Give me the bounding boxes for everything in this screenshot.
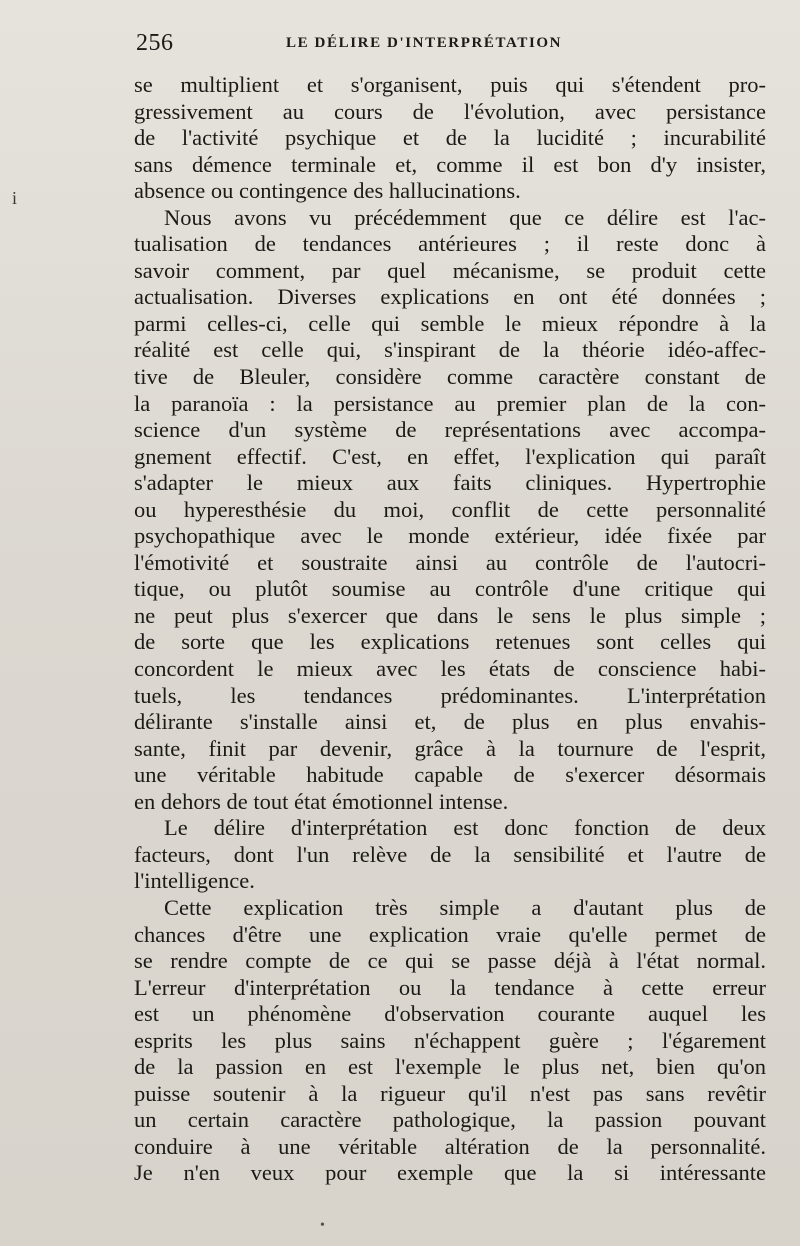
text-line: Cette explication très simple a d'autant plus de [164,894,766,920]
margin-mark: i [12,188,18,208]
text-line: de l'activité psychique et de la lucidité ; incurabilité [134,125,766,151]
text-line: l'émotivité et soustraite ainsi au contrôle de l'autocri- [134,549,766,575]
text-line: ne peut plus s'exercer que dans le sens le plus simple ; [134,602,766,628]
text-line: esprits les plus sains n'échappent guère ; l'égarement [134,1027,766,1053]
page-number: 256 [136,30,174,56]
text-line: actualisation. Diverses explications en ont été données ; [134,284,766,310]
text-line: tuels, les tendances prédominantes. L'interprétation [134,682,766,708]
page-header [136,30,756,58]
text-line: chances d'être une explication vraie qu'elle permet de [134,921,766,947]
text-line: Nous avons vu précédemment que ce délire est l'ac- [164,204,766,230]
bottom-mark: • [320,1218,325,1233]
text-line: gressivement au cours de l'évolution, avec persistance [134,98,766,124]
text-line: réalité est celle qui, s'inspirant de la théorie idéo-affec- [134,337,766,363]
text-line: tive de Bleuler, considère comme caractère constant de [134,364,766,390]
text-line: Le délire d'interprétation est donc fonction de deux [164,815,766,841]
text-line: tualisation de tendances antérieures ; il reste donc à [134,231,766,257]
text-line: délirante s'installe ainsi et, de plus en plus envahis- [134,709,766,735]
text-line: facteurs, dont l'un relève de la sensibilité et l'autre de [134,841,766,867]
text-line: de sorte que les explications retenues sont celles qui [134,629,766,655]
text-line: psychopathique avec le monde extérieur, idée fixée par [134,523,766,549]
text-line: en dehors de tout état émotionnel intense. [134,788,509,814]
text-line: savoir comment, par quel mécanisme, se produit cette [134,257,766,283]
text-line: concordent le mieux avec les états de conscience habi- [134,656,766,682]
text-line: de la passion en est l'exemple le plus net, bien qu'on [134,1054,766,1080]
text-line: une véritable habitude capable de s'exercer désormais [134,762,766,788]
text-line: ou hyperesthésie du moi, conflit de cette personnalité [134,496,766,522]
body-text [134,72,766,1187]
text-line: se rendre compte de ce qui se passe déjà à l'état normal. [134,948,766,974]
text-line: l'intelligence. [134,868,255,894]
text-line: science d'un système de représentations avec accompa- [134,417,766,443]
text-line: gnement effectif. C'est, en effet, l'explication qui paraît [134,443,766,469]
text-line: conduire à une véritable altération de la personnalité. [134,1133,766,1159]
text-line: parmi celles-ci, celle qui semble le mieux répondre à la [134,310,766,336]
text-line: la paranoïa : la persistance au premier plan de la con- [134,390,766,416]
text-line: sante, finit par devenir, grâce à la tournure de l'esprit, [134,735,766,761]
text-line: absence ou contingence des hallucinations. [134,178,521,204]
running-head: LE DÉLIRE D'INTERPRÉTATION [286,35,563,51]
text-line: tique, ou plutôt soumise au contrôle d'une critique qui [134,576,766,602]
text-line: se multiplient et s'organisent, puis qui s'étendent pro- [134,72,766,97]
text-line: un certain caractère pathologique, la passion pouvant [134,1107,766,1133]
text-line: est un phénomène d'observation courante auquel les [134,1001,766,1027]
text-line: sans démence terminale et, comme il est bon d'y insister, [134,151,766,177]
text-line: puisse soutenir à la rigueur qu'il n'est pas sans revêtir [134,1080,766,1106]
text-line: L'erreur d'interprétation ou la tendance à cette erreur [134,974,766,1000]
text-line: Je n'en veux pour exemple que la si intéressante [134,1160,766,1186]
text-line: s'adapter le mieux aux faits cliniques. Hypertrophie [134,470,766,496]
